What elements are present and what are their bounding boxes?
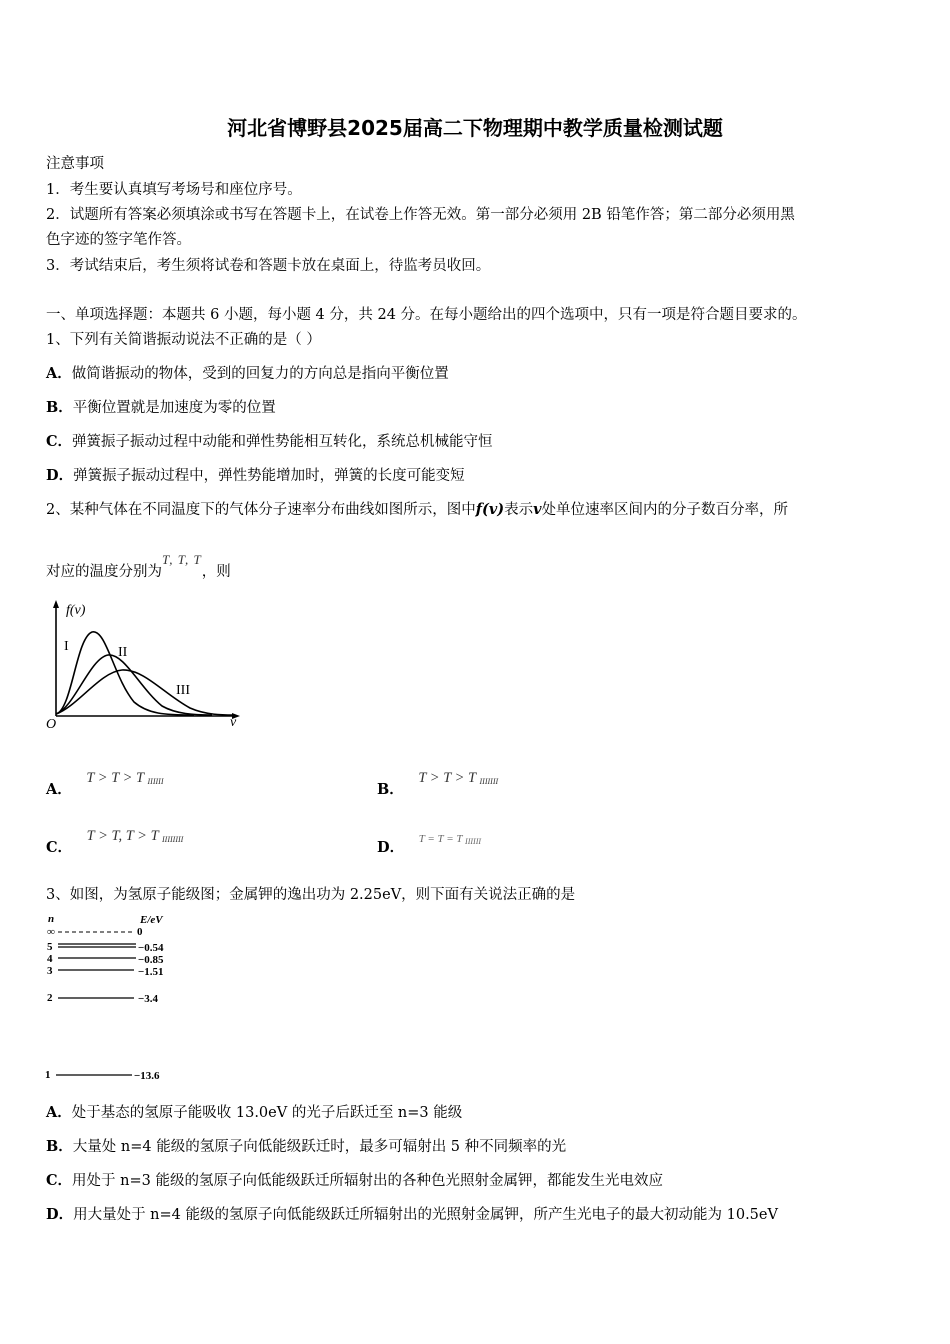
q3-option-b [46,1135,566,1156]
sub: I [495,777,499,786]
temps-text: T, T, T [162,552,202,567]
sub: II [467,837,474,846]
sub: III [487,777,496,786]
option-label: C． [46,433,73,450]
sub: III [479,777,488,786]
origin-label: O [46,717,57,730]
option-label: D． [46,1206,74,1223]
curve-label-i: I [64,639,69,654]
q2-option-d [377,833,482,857]
sub: III [473,837,482,846]
sub: II [170,835,176,844]
level-e: −0.85 [138,954,164,966]
level-e: −13.6 [134,1070,160,1082]
level-n: 4 [47,953,53,965]
q3-option-d [46,1203,778,1224]
sub: I [147,777,151,786]
temperature-symbols [162,552,202,567]
sub: II [150,777,156,786]
q2-stem-part: 对应的温度分别为 [46,564,162,580]
option-text: 用处于 n=3 能级的氢原子向低能级跃迁所辐射出的各种色光照射金属钾，都能发生光电效应 [72,1173,663,1189]
option-text: 弹簧振子振动过程中，弹性势能增加时，弹簧的长度可能变短 [73,468,465,484]
expr-text: T > T, T > T [86,828,159,844]
notice-item-2: 2．试题所有答案必须填涂或书写在答题卡上，在试卷上作答无效。第一部分必须用 2B 铅笔作答；第二部分必须用黑 [46,207,795,223]
q2-stem-part: 表示 [504,502,534,518]
option-label: A． [46,781,72,798]
page-title: 河北省博野县2025届高二下物理期中教学质量检测试题 [227,116,723,140]
option-expr [419,833,481,845]
q2-stem-part: ，则 [201,564,231,580]
option-label: A． [46,1104,72,1121]
option-label: B． [377,781,404,798]
q2-option-a [46,770,164,799]
option-expr [418,770,498,786]
n-header: n [48,913,55,925]
expr-text: T > T > T [86,770,144,786]
option-expr [86,770,163,786]
level-n: 3 [47,965,53,977]
q2-stem-part: 2、某种气体在不同温度下的气体分子速率分布曲线如图所示，图中 [46,502,476,518]
option-label: D． [46,467,74,484]
level-n: ∞ [47,926,55,938]
expr-text: T = T = T [418,833,463,845]
level-n: 5 [47,941,53,953]
q3-option-c [46,1169,663,1190]
level-e: −1.51 [138,966,164,978]
notice-item-1: 1．考生要认真填写考场号和座位序号。 [46,182,302,198]
option-text: 用大量处于 n=4 能级的氢原子向低能级跃迁所辐射出的光照射金属钾，所产生光电子的最大初动能为 10.5eV [73,1207,778,1223]
option-text: 做简谐振动的物体，受到的回复力的方向总是指向平衡位置 [71,366,449,382]
notice-item-3: 3．考试结束后，考生须将试卷和答题卡放在桌面上，待监考员收回。 [46,258,491,274]
option-label: C． [46,839,73,856]
level-n: 2 [47,992,53,1004]
notice-heading: 注意事项 [46,156,104,172]
q3-option-a [46,1101,462,1122]
section-heading: 一、单项选择题：本题共 6 小题，每小题 4 分，共 24 分。在每小题给出的四个选项中，只有一项是符合题目要求的。 [46,307,807,323]
option-text: 平衡位置就是加速度为零的位置 [72,400,276,416]
sub: I [465,837,468,846]
q2-stem-part: 处单位速率区间内的分子数百分率，所 [541,502,789,518]
q1-option-b [46,396,276,417]
option-text: 处于基态的氢原子能吸收 13.0eV 的光子后跃迁至 n=3 能级 [71,1105,463,1121]
option-label: D． [377,839,405,856]
option-text: 弹簧振子振动过程中动能和弹性势能相互转化，系统总机械能守恒 [72,434,493,450]
level-e: −3.4 [138,993,159,1005]
q2-option-c [46,828,184,857]
option-label: B． [46,1138,73,1155]
fv-symbol: f(v) [475,501,505,518]
speed-distribution-graph [44,598,244,730]
energy-level-diagram [44,910,184,1086]
x-axis-label: v [230,715,237,730]
expr-text: T > T > T [418,770,476,786]
notice-item-2-cont: 色字迹的签字笔作答。 [46,232,191,248]
level-e: 0 [137,926,143,938]
option-text: 大量处 n=4 能级的氢原子向低能级跃迁时，最多可辐射出 5 种不同频率的光 [72,1139,567,1155]
curve-label-iii: III [176,683,190,698]
e-header: E/eV [140,914,163,926]
q1-stem: 1、下列有关简谐振动说法不正确的是（ ） [46,332,321,348]
y-axis-label: f(v) [66,603,86,618]
q3-stem: 3、如图，为氢原子能级图；金属钾的逸出功为 2.25eV，则下面有关说法正确的是 [46,887,576,903]
q1-option-d [46,464,465,485]
sub: III [175,835,184,844]
q2-option-b [377,770,499,799]
sub: III [155,777,164,786]
curve-label-ii: II [118,645,128,660]
level-e: −0.54 [138,942,164,954]
option-label: B． [46,399,73,416]
option-label: A． [46,365,72,382]
option-expr [87,828,184,844]
q2-stem-line2 [46,552,231,581]
q1-option-c [46,430,493,451]
level-n: 1 [45,1069,51,1081]
option-label: C． [46,1172,73,1189]
v-symbol: v [533,501,542,518]
sub: II [162,835,168,844]
q1-option-a [46,362,449,383]
q2-stem-line1 [46,498,788,519]
y-axis-arrow [53,600,59,608]
sub: I [167,835,170,844]
